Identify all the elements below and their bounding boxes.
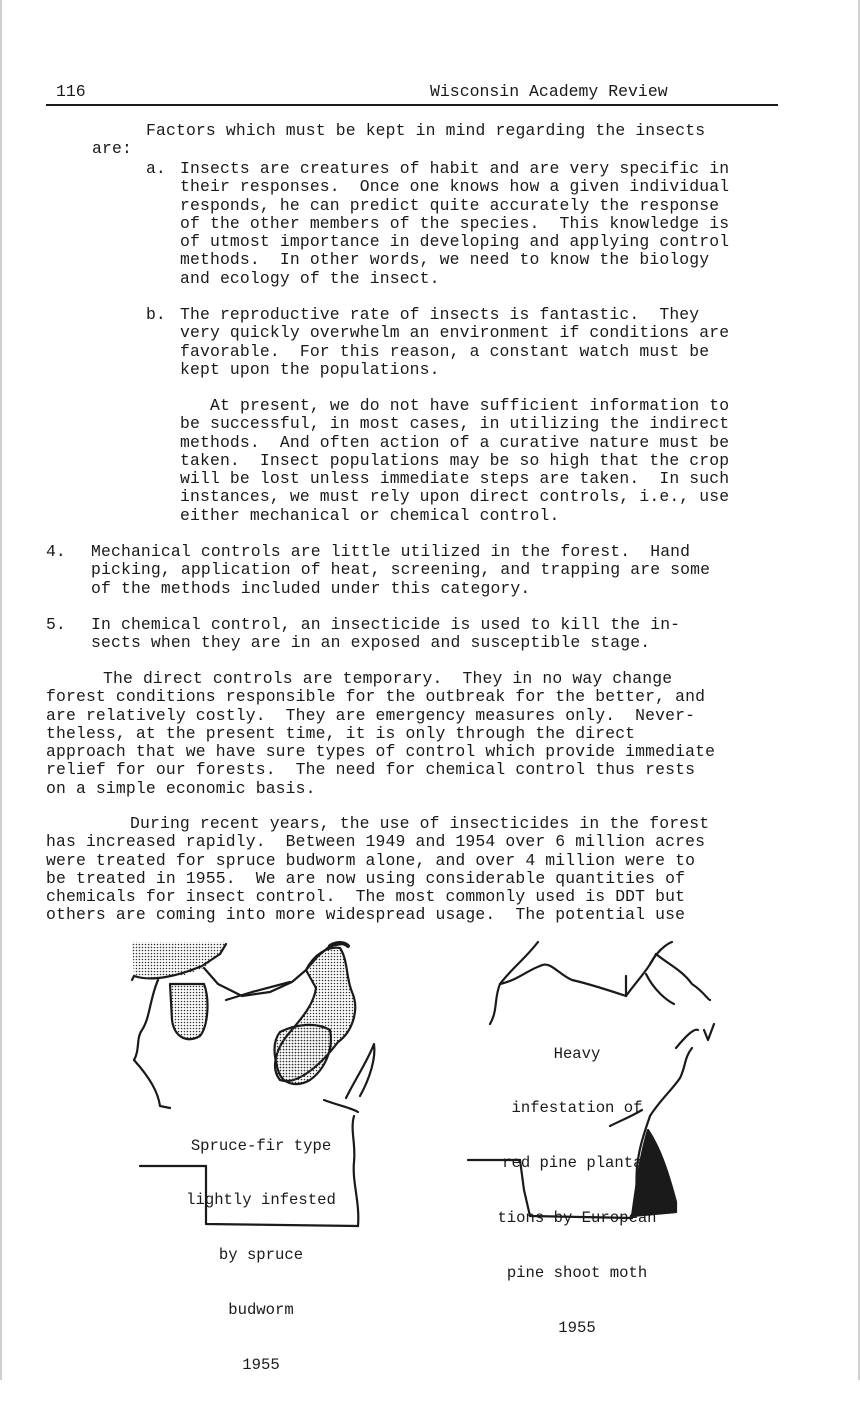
text-line: methods. In other words, we need to know the biology: [180, 250, 710, 270]
text-line: taken. Insect populations may be so high that the crop: [180, 450, 730, 470]
text-line: are relatively costly. They are emergency measures only. Never-: [46, 705, 696, 725]
text-line: has increased rapidly. Between 1949 and 1954 over 6 million acres: [46, 832, 706, 852]
page-edge-left: [0, 0, 2, 1380]
text-line: The direct controls are temporary. They in no way change: [103, 669, 673, 688]
text-line: will be lost unless immediate steps are taken. In such: [180, 469, 730, 489]
text-line: Mechanical controls are little utilized in the forest. Hand: [91, 542, 691, 561]
text-line: Factors which must be kept in mind regarding the insects: [146, 121, 706, 140]
right-map-caption: [472, 1008, 682, 1374]
text-line: were treated for spruce budworm alone, and over 4 million were to: [46, 850, 696, 870]
infestation-maps-figure: [120, 940, 740, 1375]
item-marker-a: a.: [146, 159, 166, 178]
caption-line: red pine planta-: [502, 1154, 652, 1173]
text-line: At present, we do not have sufficient information to: [210, 396, 730, 415]
text-line: are:: [92, 139, 132, 159]
caption-line: lightly infested: [186, 1191, 336, 1210]
caption-line: 1955: [242, 1356, 280, 1375]
text-line: approach that we have sure types of control which provide immediate: [46, 742, 716, 762]
text-line: The reproductive rate of insects is fantastic. They: [180, 305, 700, 324]
item-marker-5: 5.: [46, 615, 66, 634]
left-map-caption: [156, 1100, 366, 1411]
caption-line: infestation of: [511, 1099, 643, 1118]
text-line: their responses. Once one knows how a given individual: [180, 177, 730, 197]
caption-line: Heavy: [553, 1044, 601, 1063]
text-line: very quickly overwhelm an environment if conditions are: [180, 323, 730, 343]
item-b-text: [180, 306, 729, 379]
recent-years-paragraph: [46, 815, 709, 925]
text-line: In chemical control, an insecticide is used to kill the in-: [91, 615, 681, 634]
text-line: During recent years, the use of insecticides in the forest: [130, 814, 710, 833]
text-line: forest conditions responsible for the outbreak for the better, and: [46, 687, 706, 707]
item-marker-b: b.: [146, 305, 166, 324]
text-line: of utmost importance in developing and applying control: [180, 232, 730, 252]
journal-title: Wisconsin Academy Review: [430, 82, 668, 101]
caption-line: tions by European: [497, 1209, 657, 1228]
text-line: of the other members of the species. This knowledge is: [180, 213, 730, 233]
text-line: kept upon the populations.: [180, 359, 440, 379]
intro-paragraph: [46, 122, 705, 159]
item-a-text: [180, 160, 729, 288]
caption-line: pine shoot moth: [506, 1264, 648, 1283]
text-line: Insects are creatures of habit and are very specific in: [180, 159, 730, 178]
text-line: either mechanical or chemical control.: [180, 505, 560, 525]
text-line: favorable. For this reason, a constant watch must be: [180, 341, 710, 361]
text-line: others are coming into more widespread usage. The potential use: [46, 905, 686, 925]
caption-line: Spruce-fir type: [190, 1136, 332, 1155]
caption-line: by spruce: [218, 1246, 304, 1265]
text-line: and ecology of the insect.: [180, 268, 440, 288]
caption-line: budworm: [228, 1301, 294, 1320]
item-marker-4: 4.: [46, 542, 66, 561]
text-line: chemicals for insect control. The most commonly used is DDT but: [46, 887, 686, 907]
running-header: [46, 82, 778, 106]
text-line: be successful, in most cases, in utilizing the indirect: [180, 414, 730, 434]
text-line: be treated in 1955. We are now using considerable quantities of: [46, 868, 686, 888]
item-5-text: [91, 616, 680, 653]
item-4-text: [91, 543, 710, 598]
caption-line: 1955: [558, 1319, 596, 1338]
text-line: theless, at the present time, it is only through the direct: [46, 723, 636, 743]
text-line: sects when they are in an exposed and susceptible stage.: [91, 633, 651, 653]
at-present-paragraph: [180, 397, 729, 525]
direct-controls-paragraph: [46, 670, 715, 798]
text-line: methods. And often action of a curative nature must be: [180, 432, 730, 452]
page-number: 116: [56, 82, 86, 101]
text-line: picking, application of heat, screening, and trapping are some: [91, 560, 711, 580]
text-line: relief for our forests. The need for chemical control thus rests: [46, 760, 696, 780]
text-line: instances, we must rely upon direct controls, i.e., use: [180, 487, 730, 507]
text-line: of the methods included under this category.: [91, 578, 531, 598]
text-line: on a simple economic basis.: [46, 778, 316, 798]
text-line: responds, he can predict quite accurately the response: [180, 195, 720, 215]
